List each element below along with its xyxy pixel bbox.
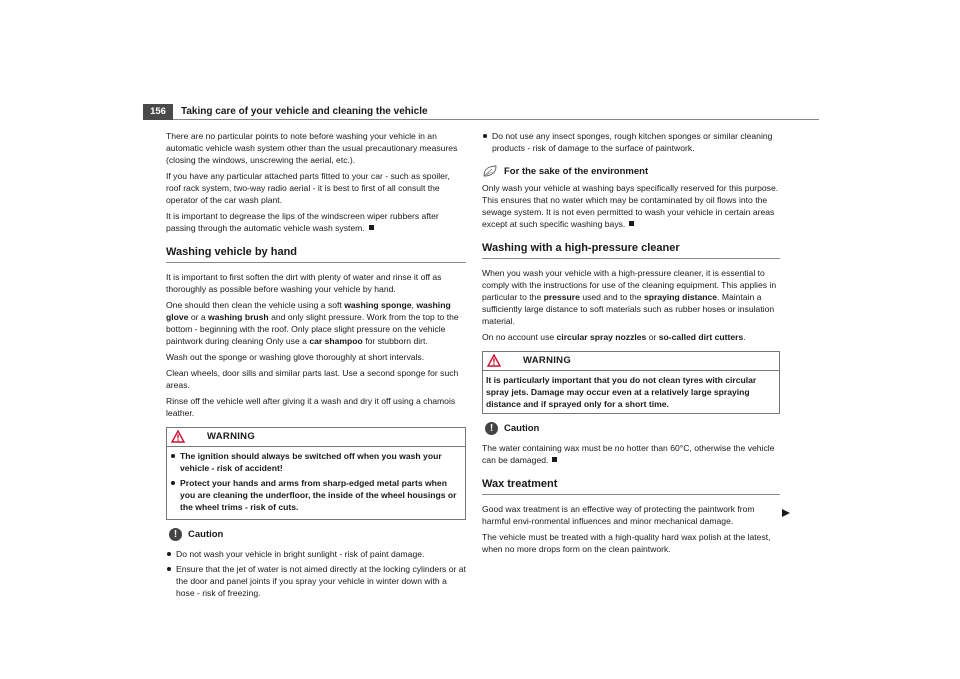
- section-heading-wax: Wax treatment: [482, 477, 780, 495]
- body-paragraph: One should then clean the vehicle using a soft washing sponge, washing glove or a washing brush and only slight pressure. Work from the top to the bottom - beginning with the roof. Only place slight pressure on the vehicle paintwork during cleaning Only use a car shampoo for stubborn dirt.: [166, 300, 459, 346]
- warning-triangle-icon: [487, 354, 501, 367]
- section-heading-hand-wash: Washing vehicle by hand: [166, 245, 466, 263]
- left-column: [166, 130, 466, 602]
- body-paragraph: On no account use circular spray nozzles or so-called dirt cutters.: [482, 332, 746, 342]
- warning-header: [483, 352, 779, 371]
- intro-paragraph: It is important to degrease the lips of the windscreen wiper rubbers after passing through the automatic vehicle wash system.: [166, 211, 439, 233]
- right-column: [482, 130, 780, 559]
- warning-body: [167, 447, 465, 519]
- warning-body: It is particularly important that you do not clean tyres with circular spray jets. Damage may occur even at a relatively large spraying distance and if sprayed only for a short time.: [486, 375, 757, 409]
- caution-item: Ensure that the jet of water is not aimed directly at the locking cylinders or at the door and panel joints if you spray your vehicle in winter down with a hose - risk of freezing.: [166, 563, 466, 599]
- environment-header: [482, 164, 780, 180]
- intro-paragraph: If you have any particular attached parts fitted to your car - such as spoiler, roof rack system, two-way radio aerial - it is best to first of all consult the operator of the car wash plant.: [166, 171, 450, 205]
- caution-item: Do not use any insect sponges, rough kitchen sponges or similar cleaning products - risk of damage to the surface of paintwork.: [482, 130, 780, 154]
- header-divider: [173, 119, 819, 120]
- caution-title: Caution: [188, 529, 224, 540]
- next-page-arrow-icon[interactable]: [781, 508, 791, 518]
- caution-exclamation-icon: !: [169, 528, 182, 541]
- environment-leaf-icon: [482, 164, 498, 178]
- caution-item: Do not wash your vehicle in bright sunlight - risk of paint damage.: [166, 548, 466, 560]
- caution-header: [482, 422, 780, 438]
- intro-paragraph: There are no particular points to note before washing your vehicle in an automatic vehicle wash system other than the usual precautionary measures (closing the windows, unscrewing the aerial, etc.).: [166, 131, 458, 165]
- body-paragraph: Good wax treatment is an effective way of protecting the paintwork from harmful envi-ronmental influences and minor mechanical damage.: [482, 504, 755, 526]
- section-heading-high-pressure: Washing with a high-pressure cleaner: [482, 241, 780, 259]
- caution-title: Caution: [504, 423, 540, 434]
- end-of-section-icon: [552, 457, 557, 462]
- body-paragraph: Rinse off the vehicle well after giving it a wash and dry it off using a chamois leather.: [166, 396, 456, 418]
- warning-title: WARNING: [207, 431, 256, 442]
- page-header: [143, 104, 819, 120]
- body-paragraph: The vehicle must be treated with a high-quality hard wax polish at the latest, when no more drops form on the clean paintwork.: [482, 532, 771, 554]
- caution-exclamation-icon: !: [485, 422, 498, 435]
- environment-title: For the sake of the environment: [504, 166, 649, 177]
- end-of-section-icon: [629, 221, 634, 226]
- warning-item: Protect your hands and arms from sharp-edged metal parts when you are cleaning the underfloor, the inside of the wheel housings or the wheel trims - risk of cuts.: [170, 477, 462, 513]
- body-paragraph: It is important to first soften the dirt with plenty of water and rinse it off as thoroughly as possible before washing your vehicle by hand.: [166, 272, 442, 294]
- caution-header: [166, 528, 466, 544]
- warning-item: The ignition should always be switched off when you wash your vehicle - risk of accident!: [170, 450, 462, 474]
- chapter-title: Taking care of your vehicle and cleaning the vehicle: [181, 106, 428, 117]
- end-of-section-icon: [369, 225, 374, 230]
- page-number: 156: [143, 104, 173, 120]
- body-paragraph: Wash out the sponge or washing glove thoroughly at short intervals.: [166, 352, 425, 362]
- body-paragraph: Clean wheels, door sills and similar parts last. Use a second sponge for such areas.: [166, 368, 459, 390]
- warning-header: [167, 428, 465, 447]
- warning-box: [482, 351, 780, 414]
- body-paragraph: When you wash your vehicle with a high-pressure cleaner, it is essential to comply with the instructions for use of the cleaning equipment. This applies in particular to the pressure used and to the spraying distance. Maintain a sufficiently large distance to soft materials such as rubber hoses or insulation material.: [482, 268, 777, 326]
- environment-text: Only wash your vehicle at washing bays specifically reserved for this purpose. This ensures that no water which may be contaminated by oil flows into the sewage system. It is not even permitted to wash your vehicle in certain areas except at such specific washing bays.: [482, 183, 779, 229]
- warning-box: [166, 427, 466, 520]
- warning-title: WARNING: [523, 355, 572, 366]
- warning-triangle-icon: [171, 430, 185, 443]
- caution-text: The water containing wax must be no hotter than 60°C, otherwise the vehicle can be damaged.: [482, 443, 775, 465]
